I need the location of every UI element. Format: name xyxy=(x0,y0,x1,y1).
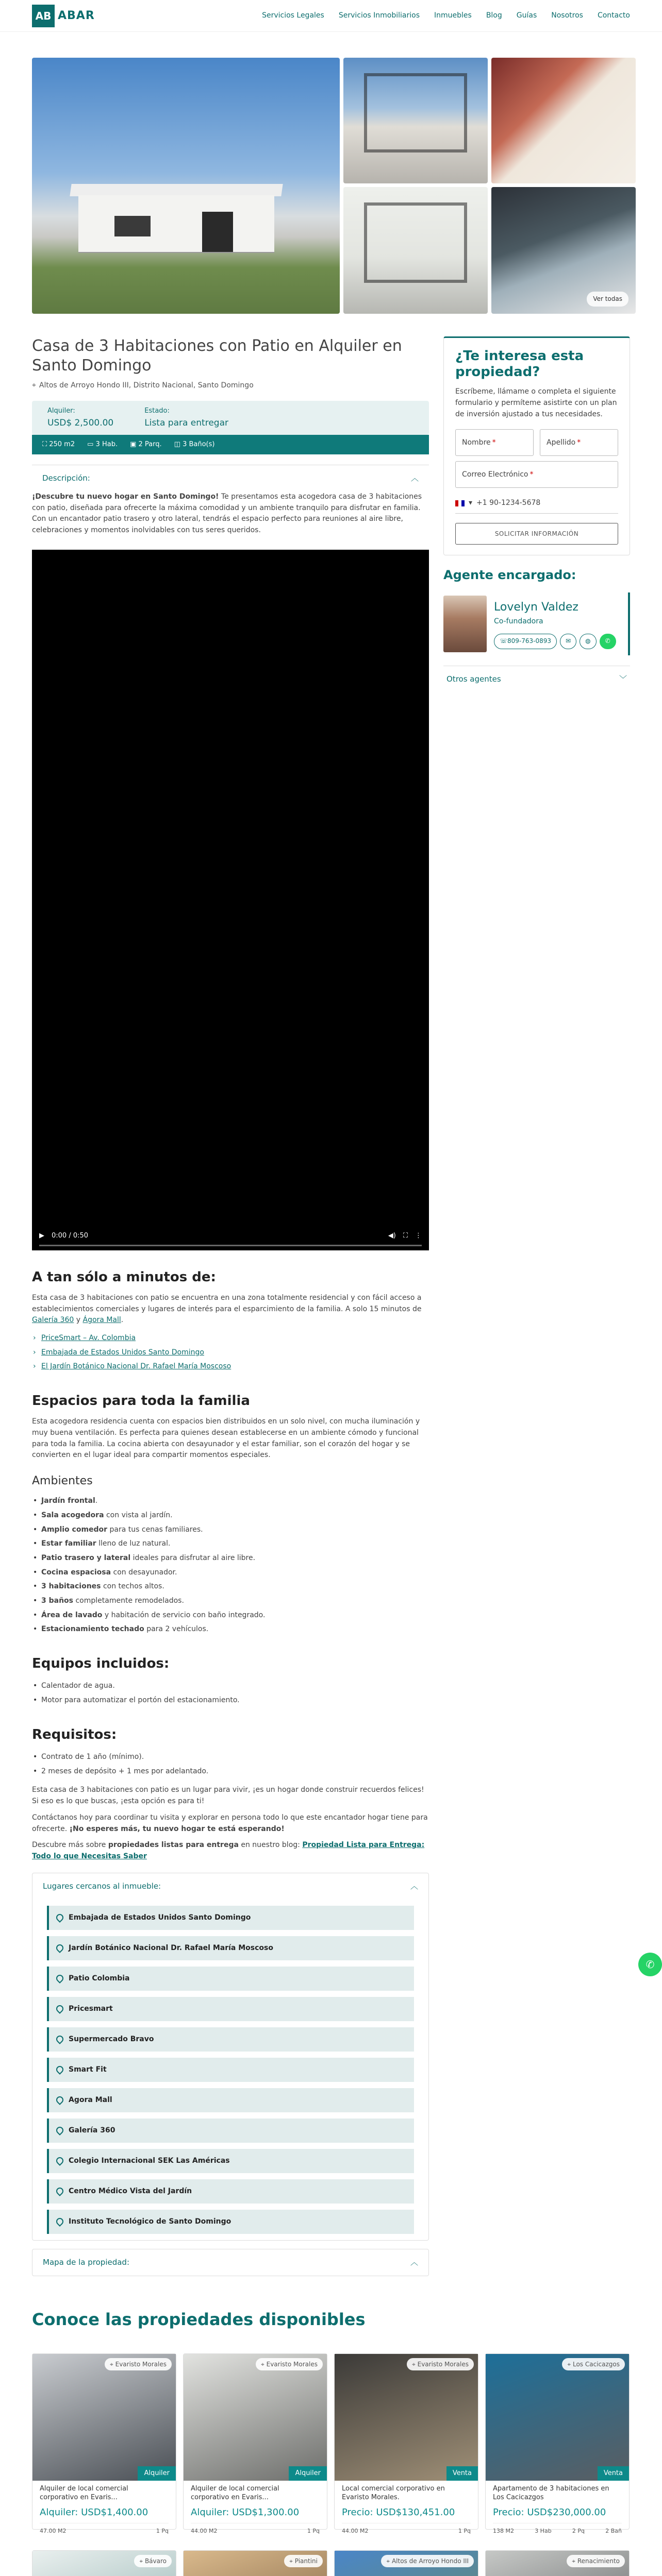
map-pin-icon xyxy=(55,2004,65,2014)
map-pin-icon xyxy=(55,2064,65,2075)
property-body xyxy=(32,2481,176,2539)
p3-text-a: Descubre más sobre xyxy=(32,1841,108,1850)
property-baths: 1 Pq xyxy=(307,2527,320,2534)
place-name: Supermercado Bravo xyxy=(69,2035,154,2043)
map-pin-icon xyxy=(55,1943,65,1953)
fullscreen-icon[interactable]: ⛶ xyxy=(403,1231,408,1240)
ambientes-heading: Ambientes xyxy=(32,1475,93,1488)
last-name-input[interactable] xyxy=(540,429,618,456)
ambiente-item xyxy=(32,1551,429,1566)
place-name: Colegio Internacional SEK Las Américas xyxy=(69,2156,230,2165)
photo-gallery xyxy=(32,58,630,314)
feature-rooms xyxy=(87,439,118,450)
property-card[interactable] xyxy=(32,2550,176,2576)
whatsapp-agent-button[interactable] xyxy=(600,634,616,649)
price-box xyxy=(32,401,429,435)
place-name: Jardín Botánico Nacional Dr. Rafael María Moscoso xyxy=(69,1943,273,1952)
ambiente-text: y habitación de servicio con baño integrado. xyxy=(102,1611,266,1619)
feature-area-text: 250 m2 xyxy=(49,440,75,448)
description-section xyxy=(32,465,429,545)
property-title: Apartamento de 3 habitaciones en Los Cacicazgos xyxy=(493,2484,609,2501)
properties-grid xyxy=(32,2353,630,2576)
place-name: Pricesmart xyxy=(69,2004,113,2013)
map-pin-icon: ⌖ xyxy=(386,2557,392,2565)
place-name: Galería 360 xyxy=(69,2126,115,2134)
place-name: Centro Médico Vista del Jardín xyxy=(69,2187,192,2195)
nearby-link-item xyxy=(32,1360,429,1374)
ambiente-bold: Amplio comedor xyxy=(41,1525,108,1534)
property-body xyxy=(486,2481,629,2539)
contact-form xyxy=(443,336,630,555)
map-pin-icon xyxy=(55,2034,65,2044)
video-player[interactable] xyxy=(32,550,429,1250)
phone-icon: ☏ xyxy=(500,637,508,645)
property-price: Precio: USD$230,000.00 xyxy=(493,2506,606,2518)
requirements-list xyxy=(32,1750,429,1778)
galeria-link[interactable]: Galería 360 xyxy=(32,1316,74,1325)
ambiente-text: con desayunador. xyxy=(111,1568,177,1577)
equipment-list xyxy=(32,1679,429,1707)
minutes-text-a: Esta casa de 3 habitaciones con patio se encuentra en una zona totalmente residencial y con fácil acceso a establecimientos comerciales y lugares de interés para el esparcimiento de la familia. A solo 15 minutos de xyxy=(32,1293,422,1313)
map-pin-icon xyxy=(55,2125,65,2136)
property-tag: Venta xyxy=(598,2466,629,2481)
required-mark: * xyxy=(577,438,581,447)
required-mark: * xyxy=(492,438,496,447)
ambiente-text: con vista al jardín. xyxy=(104,1511,173,1519)
description-heading: Descripción: xyxy=(42,473,90,483)
nav-nosotros[interactable]: Nosotros xyxy=(551,11,583,20)
chevron-down-icon: ▾ xyxy=(469,499,473,507)
see-all-photos-button[interactable]: Ver todas xyxy=(587,292,628,307)
description-body: Te presentamos esta acogedora casa de 3 habitaciones con patio, diseñada para ofrecerte la máxima comodidad y un ambiente tranquilo para disfrutar en familia. Con un encantador patio trasero y otro lateral, tendrás el espacio perfecto para reuniones al aire libre, celebraciones y momentos inolvidables con tus seres queridos. xyxy=(32,492,422,534)
bed-icon: ▭ xyxy=(87,440,96,448)
status-label: Estado: xyxy=(144,406,170,415)
property-location xyxy=(407,2358,474,2371)
nearby-places-panel xyxy=(32,1873,429,2241)
ambiente-item xyxy=(32,1494,429,1509)
description-text xyxy=(32,492,429,545)
blog-article-link[interactable]: Propiedad Lista para Entrega: Todo lo que Necesitas Saber xyxy=(32,1841,425,1860)
whatsapp-float-button[interactable] xyxy=(638,1953,662,1976)
ambiente-item xyxy=(32,1622,429,1637)
agent-phone: 809-763-0893 xyxy=(507,637,552,645)
ambientes-list xyxy=(32,1494,429,1637)
feature-parking xyxy=(130,439,162,450)
minutes-heading: A tan sólo a minutos de: xyxy=(32,1269,216,1285)
ambiente-bold: Jardín frontal xyxy=(41,1497,95,1505)
place-item xyxy=(47,2058,414,2082)
nav-contacto[interactable]: Contacto xyxy=(597,11,630,20)
agent-heading: Agente encargado: xyxy=(443,568,576,583)
place-item xyxy=(47,2088,414,2112)
ambiente-bold: 3 habitaciones xyxy=(41,1582,101,1591)
pricesmart-link[interactable]: PriceSmart – Av. Colombia xyxy=(41,1334,136,1343)
ambiente-bold: Patio trasero y lateral xyxy=(41,1554,131,1562)
property-title: Alquiler de local comercial corporativo en Evaris... xyxy=(40,2484,128,2501)
agora-link[interactable]: Ágora Mall xyxy=(82,1316,121,1325)
property-area: 44.00 M2 xyxy=(342,2527,369,2534)
ambiente-item xyxy=(32,1509,429,1523)
video-controls xyxy=(39,1231,422,1241)
ambiente-bold: Cocina espaciosa xyxy=(41,1568,111,1577)
call-agent-button[interactable] xyxy=(494,634,557,649)
area-icon: ⛶ xyxy=(42,440,49,448)
message-agent-button[interactable] xyxy=(580,634,596,649)
chevron-up-icon: ︿ xyxy=(410,473,419,483)
nav-guias[interactable]: Guías xyxy=(516,11,537,20)
map-pin-icon xyxy=(55,2156,65,2166)
listing-address xyxy=(32,380,429,392)
price-block xyxy=(47,406,113,430)
map-pin-icon xyxy=(55,1912,65,1923)
gallery-photo-4[interactable] xyxy=(343,187,488,314)
property-card[interactable] xyxy=(334,2550,478,2576)
ambiente-item xyxy=(32,1537,429,1551)
price-value: USD$ 2,500.00 xyxy=(47,417,114,428)
place-item xyxy=(47,2027,414,2052)
ambiente-text: lleno de luz natural. xyxy=(96,1539,171,1548)
map-pin-icon xyxy=(55,2186,65,2196)
property-photo xyxy=(335,2551,478,2576)
property-location-text: Evaristo Morales xyxy=(417,2360,469,2368)
map-pin-icon: ⌖ xyxy=(139,2557,145,2565)
map-pin-icon xyxy=(55,2095,65,2105)
property-baths: 1 Pq xyxy=(458,2527,471,2534)
property-tag: Alquiler xyxy=(289,2466,327,2481)
property-card[interactable] xyxy=(183,2550,327,2576)
property-location-text: Altos de Arroyo Hondo III xyxy=(391,2557,469,2565)
ambiente-text: con techos altos. xyxy=(101,1582,164,1591)
family-text: Esta acogedora residencia cuenta con espacios bien distribuidos en un solo nivel, con mucha iluminación y muy buena ventilación. Es perfecta para quienes desean establecerse en un ambiente cómodo y funcional para toda la familia. La cocina abierta con desayunador y el estar familiar, son el corazón del hogar y se convierten en el lugar ideal para compartir momentos especiales. xyxy=(32,1417,420,1460)
agent-name: Lovelyn Valdez xyxy=(494,600,578,614)
equipment-heading: Equipos incluidos: xyxy=(32,1656,170,1672)
name-row xyxy=(455,429,618,456)
nearby-links xyxy=(32,1331,429,1374)
property-features xyxy=(342,2523,471,2535)
property-photo xyxy=(335,2354,478,2481)
video-progress-bar[interactable] xyxy=(39,1245,422,1246)
feature-rooms-text: 3 Hab. xyxy=(95,440,118,448)
nav-blog[interactable]: Blog xyxy=(486,11,502,20)
property-area: 47.00 M2 xyxy=(40,2527,67,2534)
property-card[interactable] xyxy=(334,2353,478,2534)
family-heading: Espacios para toda la familia xyxy=(32,1393,250,1409)
property-photo xyxy=(184,2354,327,2481)
map-pin-icon xyxy=(55,1973,65,1984)
p2-bold: ¡No esperes más, tu nuevo hogar te está esperando! xyxy=(69,1824,285,1833)
house-window-shape xyxy=(114,216,151,236)
nearby-link-item xyxy=(32,1331,429,1346)
ambiente-item xyxy=(32,1523,429,1537)
map-pin-icon: ⌖ xyxy=(412,2360,418,2368)
last-name-placeholder: Apellido xyxy=(547,438,576,447)
place-item xyxy=(47,2210,414,2234)
feature-bar xyxy=(32,435,429,454)
map-panel xyxy=(32,2249,429,2276)
map-pin-icon: ⌖ xyxy=(261,2360,267,2368)
photo-frame xyxy=(364,202,467,283)
more-options-icon[interactable]: ⋮ xyxy=(415,1231,422,1240)
property-body xyxy=(335,2481,478,2539)
map-pin-icon: ⌖ xyxy=(32,381,36,389)
map-pin-icon: ⌖ xyxy=(289,2557,295,2565)
gallery-main-photo[interactable] xyxy=(32,58,340,314)
email-placeholder: Correo Electrónico xyxy=(462,470,528,479)
property-card[interactable] xyxy=(485,2353,630,2534)
property-area: 138 M2 xyxy=(493,2527,514,2534)
ambiente-item xyxy=(32,1594,429,1608)
property-card[interactable] xyxy=(485,2550,630,2576)
place-item xyxy=(47,2119,414,2143)
equipment-item: • Motor para automatizar el portón del estacionamiento. xyxy=(32,1693,429,1708)
place-item xyxy=(47,2149,414,2173)
map-pin-icon: ⌖ xyxy=(572,2557,577,2565)
sidebar xyxy=(443,336,630,2276)
property-body xyxy=(184,2481,327,2539)
place-name: Embajada de Estados Unidos Santo Domingo xyxy=(69,1913,251,1922)
places-toggle[interactable] xyxy=(32,1873,428,1900)
feature-area xyxy=(42,439,75,450)
minutes-text xyxy=(32,1293,429,1326)
jardin-botanico-link[interactable]: El Jardín Botánico Nacional Dr. Rafael María Moscoso xyxy=(41,1362,231,1371)
places-heading: Lugares cercanos al inmueble: xyxy=(43,1881,161,1891)
flag-icon[interactable] xyxy=(455,500,465,506)
ambiente-text: para 2 vehículos. xyxy=(144,1625,209,1634)
ambiente-item xyxy=(32,1608,429,1623)
property-features xyxy=(40,2523,169,2535)
other-agents-label: Otros agentes xyxy=(446,674,501,684)
nearby-link-item xyxy=(32,1346,429,1360)
property-photo xyxy=(486,2551,629,2576)
ambiente-item xyxy=(32,1580,429,1594)
gallery-photo-5[interactable] xyxy=(491,187,636,314)
ambiente-text: . xyxy=(95,1497,98,1505)
required-mark: * xyxy=(529,470,534,479)
place-name: Agora Mall xyxy=(69,2095,112,2104)
property-location xyxy=(256,2358,323,2371)
property-location-text: Evaristo Morales xyxy=(115,2360,167,2368)
nav-servicios-inmobiliarios[interactable]: Servicios Inmobiliarios xyxy=(338,11,420,20)
property-location-text: Evaristo Morales xyxy=(266,2360,318,2368)
other-agents-toggle[interactable] xyxy=(443,666,630,692)
ambiente-bold: Estacionamiento techado xyxy=(41,1625,144,1634)
property-location xyxy=(105,2358,172,2371)
chevron-up-icon: ︿ xyxy=(410,2257,418,2267)
ambiente-bold: Sala acogedora xyxy=(41,1511,104,1519)
property-tag: Venta xyxy=(446,2466,478,2481)
form-subtitle: Escríbeme, llámame o completa el siguiente formulario y permíteme asistirte con un plan de inversión ajustado a tus necesidades. xyxy=(455,387,617,418)
nav-servicios-legales[interactable]: Servicios Legales xyxy=(262,11,324,20)
whatsapp-icon: ✆ xyxy=(646,1958,655,1971)
property-location xyxy=(134,2555,172,2568)
gallery-photo-2[interactable] xyxy=(343,58,488,183)
agent-actions xyxy=(494,634,616,649)
phone-placeholder: +1 90-1234-5678 xyxy=(476,499,541,507)
ambiente-text: completamente remodelados. xyxy=(73,1597,184,1605)
description-toggle[interactable] xyxy=(32,465,429,492)
site-logo[interactable] xyxy=(32,5,95,27)
requirement-item: • 2 meses de depósito + 1 mes por adelantado. xyxy=(32,1765,429,1779)
property-photo xyxy=(32,2354,176,2481)
map-pin-icon: ⌖ xyxy=(110,2360,115,2368)
place-item xyxy=(47,1997,414,2021)
status-value: Lista para entregar xyxy=(144,417,228,428)
property-baths: 1 Pq xyxy=(156,2527,169,2534)
house-shape xyxy=(78,195,274,252)
property-photo xyxy=(184,2551,327,2576)
p3-bold: propiedades listas para entrega xyxy=(108,1841,239,1850)
main-nav xyxy=(262,10,630,22)
gallery-photo-3[interactable] xyxy=(491,58,636,183)
property-card[interactable] xyxy=(183,2353,327,2534)
minutes-text-c: . xyxy=(121,1316,124,1325)
property-title: Local comercial corporativo en Evaristo Morales. xyxy=(342,2484,445,2501)
listing-content xyxy=(32,336,429,2276)
ambiente-text: ideales para disfrutar al aire libre. xyxy=(130,1554,256,1562)
requirement-item: • Contrato de 1 año (mínimo). xyxy=(32,1750,429,1765)
property-baths: 2 Bañ xyxy=(605,2527,622,2534)
property-rooms: 3 Hab xyxy=(535,2527,552,2534)
equipment-item: • Calentador de agua. xyxy=(32,1679,429,1693)
email-input[interactable] xyxy=(455,461,618,488)
property-location xyxy=(284,2555,323,2568)
embajada-link[interactable]: Embajada de Estados Unidos Santo Domingo xyxy=(41,1348,204,1357)
chat-icon: ◍ xyxy=(585,637,591,645)
property-location-text: Bávaro xyxy=(144,2557,167,2565)
whatsapp-icon: ✆ xyxy=(605,637,610,645)
status-block xyxy=(144,406,228,430)
place-name: Instituto Tecnológico de Santo Domingo xyxy=(69,2217,231,2226)
volume-icon[interactable]: ◀) xyxy=(388,1231,396,1240)
property-title: Alquiler de local comercial corporativo en Evaris... xyxy=(191,2484,279,2501)
p2-text: Contáctanos hoy para coordinar tu visita y explorar en persona todo lo que este encantador hogar tiene para ofrecerte. xyxy=(32,1813,428,1833)
site-header xyxy=(0,0,662,32)
feature-parking-text: 2 Parq. xyxy=(138,440,162,448)
agent-card xyxy=(443,592,630,655)
avatar xyxy=(443,596,487,652)
property-price: Precio: USD$130,451.00 xyxy=(342,2506,455,2518)
requirements-p1: Esta casa de 3 habitaciones con patio es un lugar para vivir, ¡es un hogar donde construir recuerdos felices! Si eso es lo que buscas, ¡esta opción es para ti! xyxy=(32,1786,424,1806)
map-pin-icon: ⌖ xyxy=(567,2360,573,2368)
property-features xyxy=(191,2523,320,2535)
property-card[interactable] xyxy=(32,2353,176,2534)
property-price: Alquiler: USD$1,300.00 xyxy=(191,2506,300,2518)
place-item xyxy=(47,2179,414,2204)
first-name-input[interactable] xyxy=(455,429,534,456)
map-toggle[interactable] xyxy=(32,2249,428,2276)
email-row xyxy=(455,461,618,488)
mail-icon: ✉ xyxy=(566,637,571,645)
ambiente-bold: Estar familiar xyxy=(41,1539,96,1548)
property-location-text: Piantini xyxy=(294,2557,318,2565)
p3-text-c: en nuestro blog: xyxy=(238,1841,303,1850)
email-agent-button[interactable] xyxy=(560,634,576,649)
request-info-button[interactable]: SOLICITAR INFORMACIÓN xyxy=(455,523,618,545)
chevron-up-icon: ︿ xyxy=(410,1881,418,1891)
photo-frame xyxy=(364,73,467,152)
house-door-shape xyxy=(202,212,233,252)
property-location-text: Los Cacicazgos xyxy=(572,2360,620,2368)
property-photo xyxy=(486,2354,629,2481)
phone-input[interactable] xyxy=(455,493,618,514)
property-tag: Alquiler xyxy=(138,2466,176,2481)
property-location-text: Renacimiento xyxy=(577,2557,620,2565)
bath-icon: ◫ xyxy=(174,440,183,448)
place-item xyxy=(47,1906,414,1930)
house-roof-shape xyxy=(70,184,283,196)
play-icon[interactable]: ▶ xyxy=(39,1231,44,1240)
map-heading: Mapa de la propiedad: xyxy=(43,2257,130,2267)
property-location xyxy=(562,2358,625,2371)
page-title: Casa de 3 Habitaciones con Patio en Alquiler en Santo Domingo xyxy=(32,337,402,375)
property-features xyxy=(493,2523,622,2535)
requirements-p3 xyxy=(32,1840,429,1862)
form-title: ¿Te interesa esta propiedad? xyxy=(455,348,584,380)
logo-text: ABAR xyxy=(58,9,95,22)
requirements-heading: Requisitos: xyxy=(32,1726,117,1742)
place-name: Patio Colombia xyxy=(69,1974,130,1982)
ambiente-bold: 3 baños xyxy=(41,1597,74,1605)
minutes-text-b: y xyxy=(74,1316,83,1325)
map-pin-icon xyxy=(55,2216,65,2227)
places-list xyxy=(32,1906,428,2240)
nav-inmuebles[interactable]: Inmuebles xyxy=(434,11,472,20)
requirements-p2 xyxy=(32,1812,429,1835)
place-item xyxy=(47,1967,414,1991)
agent-role: Co-fundadora xyxy=(494,617,543,625)
ambiente-item xyxy=(32,1566,429,1580)
logo-mark: AB xyxy=(32,5,55,27)
place-name: Smart Fit xyxy=(69,2065,107,2074)
property-location xyxy=(567,2555,625,2568)
chevron-down-icon: ﹀ xyxy=(619,674,627,684)
place-item xyxy=(47,1936,414,1960)
property-price: Alquiler: USD$1,400.00 xyxy=(40,2506,148,2518)
property-area: 44.00 M2 xyxy=(191,2527,218,2534)
price-label: Alquiler: xyxy=(47,406,75,415)
ambiente-bold: Área de lavado xyxy=(41,1611,103,1619)
feature-baths xyxy=(174,439,215,450)
property-parking: 2 Pq xyxy=(572,2527,585,2534)
car-icon: ▣ xyxy=(130,440,139,448)
address-text: Altos de Arroyo Hondo III, Distrito Nacional, Santo Domingo xyxy=(39,381,254,389)
ambiente-text: para tus cenas familiares. xyxy=(107,1525,203,1534)
agent-info xyxy=(494,599,616,649)
description-lead: ¡Descubre tu nuevo hogar en Santo Domingo! xyxy=(32,492,219,501)
feature-baths-text: 3 Baño(s) xyxy=(183,440,215,448)
property-photo xyxy=(32,2551,176,2576)
video-time: 0:00 / 0:50 xyxy=(52,1231,89,1240)
properties-heading: Conoce las propiedades disponibles xyxy=(32,2310,366,2330)
property-location xyxy=(381,2555,474,2568)
first-name-placeholder: Nombre xyxy=(462,438,491,447)
